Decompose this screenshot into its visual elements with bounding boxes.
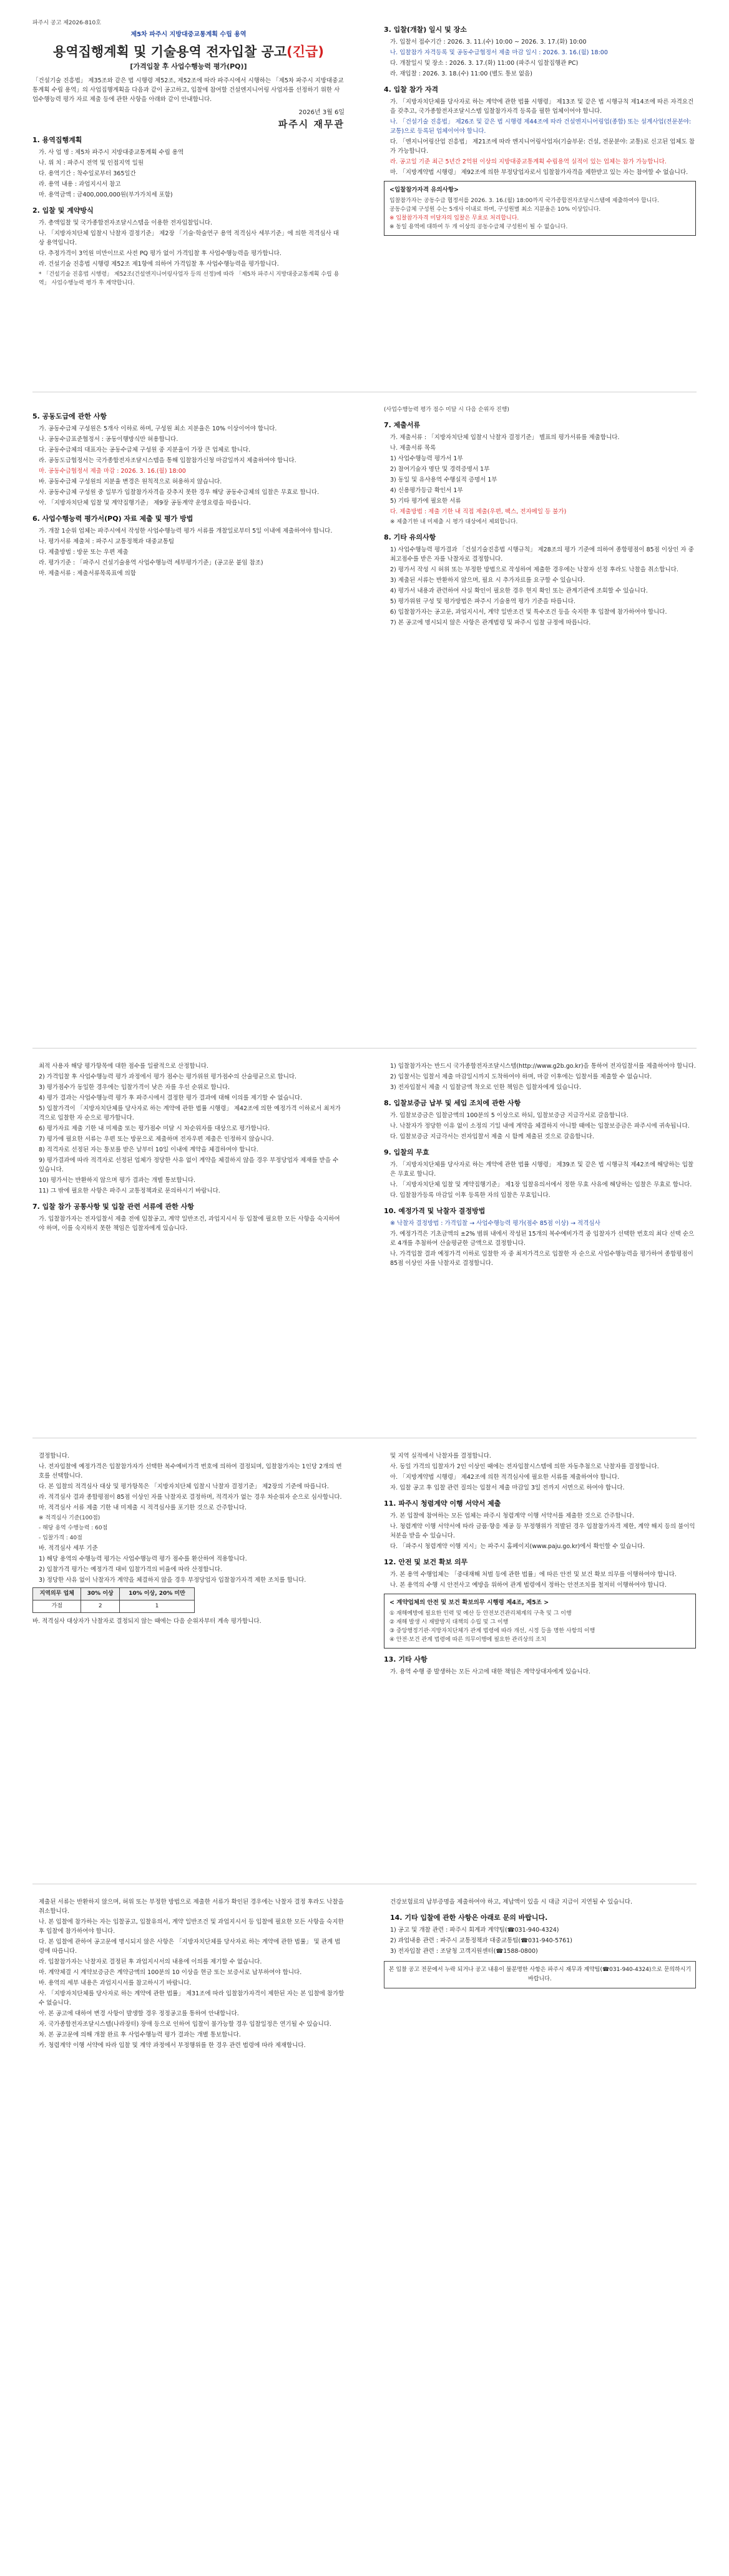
section-c	[0, 1054, 729, 1435]
sec1-list	[39, 148, 345, 200]
title-main: 용역집행계획 및 기술용역 전자입찰 공고	[53, 44, 287, 59]
list-item: 다. 개찰일시 및 장소 : 2026. 3. 17.(화) 11:00 (파주시 입찰집행관 PC)	[390, 60, 579, 67]
list-item: 아. 본 공고에 대하여 변경 사항이 발생할 경우 정정공고를 통하여 안내합니다.	[39, 2010, 239, 2017]
list-item: 1) 해당 용역의 수행능력 평가는 사업수행능력 평가 점수를 환산하여 적용합니다.	[39, 1556, 247, 1562]
list-item: 나. 본 입찰에 참가하는 자는 입찰공고, 입찰유의서, 계약 일반조건 및 과업지시서 등 입찰에 필요한 모든 사항을 숙지한 후 입찰에 참가하여야 합니다.	[39, 1919, 344, 1935]
box-line: ① 재해예방에 필요한 인력 및 예산 등 안전보건관리체계의 구축 및 그 이행	[389, 1610, 572, 1617]
box-line: ② 재해 발생 시 재발방지 대책의 수립 및 그 이행	[389, 1619, 509, 1625]
list-item: 다. 제출방법 : 방문 또는 우편 제출	[39, 549, 129, 556]
list-item: 3) 제출된 서류는 반환하지 않으며, 필요 시 추가자료를 요구할 수 있습니다.	[390, 577, 585, 584]
table-cell: 1	[119, 1600, 194, 1613]
list-item: 가. 예정가격은 기초금액의 ±2% 범위 내에서 작성된 15개의 복수예비가격 중 입찰자가 선택한 번호의 최다 선택 순으로 4개를 추첨하여 산술평균한 금액으로 결정합니다.	[390, 1231, 695, 1247]
list-item: 결정합니다.	[39, 1453, 69, 1460]
sec2-title: 2. 입찰 및 계약방식	[32, 206, 94, 215]
list-item: 가. 「지방자치단체를 당사자로 하는 계약에 관한 법률 시행령」 제39조 및 같은 법 시행규칙 제42조에 해당하는 입찰은 무효로 합니다.	[390, 1161, 694, 1178]
sec9-list	[390, 1160, 696, 1200]
right1-list2	[390, 545, 696, 627]
list-item: 사. 동일 가격의 입찰자가 2인 이상인 때에는 전자입찰시스템에 의한 자동추첨으로 낙찰자를 결정합니다.	[390, 1463, 659, 1470]
list-item: 다. 공동수급체의 대표자는 공동수급체 구성원 중 지분율이 가장 큰 업체로 합니다.	[39, 447, 251, 453]
right1-title2: 8. 기타 유의사항	[384, 533, 436, 541]
list-item: 다. 입찰보증금 지급각서는 전자입찰서 제출 시 함께 제출된 것으로 갈음합니다.	[390, 1133, 594, 1140]
list-item: 가. 본 입찰에 참여하는 모든 업체는 파주시 청렴계약 이행 서약서를 제출한 것으로 간주합니다.	[390, 1513, 635, 1519]
table-header-row	[33, 1588, 195, 1600]
list-item: 라. 재입찰 : 2026. 3. 18.(수) 11:00 (별도 통보 없음)	[390, 70, 532, 77]
right2-list	[390, 1062, 696, 1092]
list-item: 다. 본 입찰의 적격심사 대상 및 평가항목은 「지방자치단체 입찰시 낙찰자 결정기준」 제2장의 기준에 따릅니다.	[39, 1483, 329, 1490]
list-item: 가. 「지방자치단체를 당사자로 하는 계약에 관한 법률 시행령」 제13조 및 같은 법 시행규칙 제14조에 따른 자격요건을 갖추고, 국가종합전자조달시스템 입찰참가자격 등록을 필한 업체이어야 합니다.	[390, 99, 694, 115]
list-item: 14. 기타 입찰에 관한 사항은 아래로 문의 바랍니다.	[390, 1914, 548, 1922]
list-item: 6) 평가자료 제출 기한 내 미제출 또는 평가점수 미달 시 차순위자를 대상으로 평가합니다.	[39, 1125, 270, 1132]
list-item: 가. 본 용역 수행업체는 「중대재해 처벌 등에 관한 법률」에 따른 안전 및 보건 확보 의무를 이행하여야 합니다.	[390, 1571, 677, 1578]
list-item: 가. 총액입찰 및 국가종합전자조달시스템을 이용한 전자입찰입니다.	[39, 220, 213, 226]
list-item: 자. 입찰 공고 후 입찰 관련 질의는 입찰서 제출 마감일 3일 전까지 서면으로 하여야 합니다.	[390, 1484, 625, 1491]
list-item: 가. 개찰 1순위 업체는 파주시에서 작성한 사업수행능력 평가 서류를 개찰일로부터 5일 이내에 제출하여야 합니다.	[39, 528, 333, 535]
list-item: 라. 입찰참가자는 낙찰자로 결정된 후 과업지시서의 내용에 이의를 제기할 수 없습니다.	[39, 1959, 262, 1965]
list-item: 나. 공동수급표준협정서 : 공동이행방식만 허용합니다.	[39, 436, 179, 443]
list-item: 3) 전자입찰 관련 : 조달청 고객지원센터(☎1588-0800)	[390, 1948, 538, 1955]
list-item: 4) 평가 결과는 사업수행능력 평가 후 파주시에서 결정한 평가 결과에 대해 이의를 제기할 수 없습니다.	[39, 1095, 303, 1102]
list-item: 10) 평가서는 반환하지 않으며 평가 결과는 개별 통보합니다.	[39, 1177, 196, 1184]
list-item: 1) 사업수행능력 평가서 1부	[390, 455, 463, 462]
list-item: 다. 제출방법 : 제출 기한 내 직접 제출(우편, 팩스, 전자메일 등 불가)	[390, 508, 567, 515]
intro-paragraph: 「건설기술 진흥법」 제35조와 같은 법 시행령 제52조, 제52조에 따라 파주시에서 시행하는 「제5차 파주시 지방대중교통계획 수립 용역」의 사업집행계획을 다음과 같이 공고하고, 입찰에 참여할 건설엔지니어링 사업자를 선정하기 위한 사업수행능력 평가 자료 제출 등에 관한 사항을 아래와 같이 안내합니다.	[32, 77, 344, 103]
list-item: 2) 입찰서는 입찰서 제출 마감일시까지 도착하여야 하며, 마감 이후에는 입찰서를 제출할 수 없습니다.	[390, 1073, 652, 1080]
list-item: 3) 정당한 사유 없이 낙찰자가 계약을 체결하지 않을 경우 부정당업자 입찰참가자격 제한 조치를 합니다.	[39, 1577, 306, 1584]
section-c-left	[32, 1060, 345, 1428]
list-item: 라. 적격심사 결과 종합평점이 85점 이상인 자를 낙찰자로 결정하며, 적격자가 없는 경우 차순위자 순으로 심사합니다.	[39, 1494, 342, 1501]
list-item: 아. 「지방계약법 시행령」 제42조에 의한 적격심사에 필요한 서류를 제출하여야 합니다.	[390, 1474, 620, 1481]
section-d-left	[32, 1450, 345, 1874]
list-item: 다. 「파주시 청렴계약 이행 지시」는 파주시 홈페이지(www.paju.go.kr)에서 확인할 수 있습니다.	[390, 1543, 645, 1550]
list-item: 최적 사용자 해당 평가항목에 대한 점수를 일괄적으로 산정합니다.	[39, 1063, 208, 1070]
list-item: 나. 평가서류 제출처 : 파주시 교통정책과 대중교통팀	[39, 538, 175, 545]
right3-list	[390, 1451, 696, 1493]
list-item: 나. 본 용역의 수행 시 안전사고 예방을 위하여 관계 법령에서 정하는 안전조치를 철저히 이행하여야 합니다.	[390, 1582, 667, 1589]
left2-list	[39, 1062, 345, 1196]
list-item: 나. 「건설기술 진흥법」 제26조 및 같은 법 시행령 제44조에 따라 건설엔지니어링업(종합) 또는 설계사업(전문분야: 교통)으로 등록된 업체이어야 합니다.	[390, 119, 692, 135]
sec3-title: 3. 입찰(개찰) 일시 및 장소	[384, 26, 467, 34]
list-item: 다. 본 입찰에 관하여 공고문에 명시되지 않은 사항은 「지방자치단체를 당사자로 하는 계약에 관한 법률」 및 관계 법령에 따릅니다.	[39, 1939, 341, 1955]
issuer-name: 파주시 재무관	[278, 119, 345, 130]
table-cell: 2	[81, 1600, 120, 1613]
list-item: ※ 적격심사 기준(100점)	[39, 1515, 100, 1521]
sec4-title: 4. 입찰 참가 자격	[384, 85, 439, 94]
sec10-list	[390, 1219, 696, 1268]
list-item: 바. 적격심사 세부 기준	[39, 1545, 98, 1552]
list-item: 라. 건설기술 진흥법 시행령 제52조 제1항에 의하여 가격입찰 후 사업수행능력을 평가합니다.	[39, 261, 279, 268]
top-right-column	[384, 19, 696, 387]
bid-method-badge: [가격입찰 후 사업수행능력 평가(PQ)]	[130, 62, 247, 70]
right1-header: (사업수행능력 평가 점수 미달 시 다음 순위자 진행)	[384, 407, 509, 413]
left4-list	[39, 1897, 345, 2050]
list-item: 나. 전자입찰에 예정가격은 입찰참가자가 선택한 복수예비가격 번호에 의하여 결정되며, 입찰참가자는 1인당 2개의 번호를 선택합니다.	[39, 1463, 342, 1479]
sec8-title: 8. 입찰보증금 납부 및 세입 조치에 관한 사항	[384, 1099, 521, 1107]
sec9-title: 9. 입찰의 무효	[384, 1148, 429, 1156]
right4-list	[390, 1897, 696, 1956]
list-item: 나. 「지방자치단체 입찰 및 계약집행기준」 제1장 입찰유의서에서 정한 무효 사유에 해당하는 입찰은 무효로 합니다.	[390, 1181, 692, 1188]
list-item: 바. 공동수급체 구성원의 지분율 변경은 원칙적으로 허용하지 않습니다.	[39, 478, 222, 485]
list-item: 가. 입찰보증금은 입찰금액의 100분의 5 이상으로 하되, 입찰보증금 지급각서로 갈음합니다.	[390, 1112, 629, 1119]
section-b-right	[384, 405, 696, 1029]
section-b	[0, 399, 729, 1045]
section-b-left	[32, 405, 345, 1029]
table-header-cell: 30% 이상	[81, 1588, 120, 1600]
list-item: 5) 기타 평가에 필요한 서류	[390, 498, 461, 505]
list-item: 다. 「엔지니어링산업 진흥법」 제21조에 따라 엔지니어링사업자(기술부문: 건설, 전문분야: 교통)로 신고된 업체도 참가 가능합니다.	[390, 138, 695, 155]
right1-title: 7. 제출서류	[384, 421, 421, 429]
table-header-cell: 10% 이상, 20% 미만	[119, 1588, 194, 1600]
box-line: 입찰참가자는 공동수급 협정서를 2026. 3. 16.(월) 18:00까지 국가종합전자조달시스템에 제출하여야 합니다.	[389, 198, 659, 204]
sec10-title: 10. 예정가격 및 낙찰자 결정방법	[384, 1207, 486, 1215]
list-item: - 입찰가격 : 40점	[39, 1535, 82, 1541]
left2-sec7-list	[39, 1214, 345, 1233]
sec13-title: 13. 기타 사항	[384, 1655, 428, 1663]
list-item: 7) 평가에 필요한 서류는 우편 또는 방문으로 제출하며 전자우편 제출은 인정하지 않습니다.	[39, 1136, 274, 1143]
box-title: < 계약업체의 안전 및 보건 확보의무 시행령 제4조, 제5조 >	[389, 1599, 549, 1606]
table-header-cell: 지역의무 업체	[33, 1588, 81, 1600]
list-item: ※ 제출기한 내 미제출 시 평가 대상에서 제외합니다.	[390, 519, 518, 525]
list-item: 2) 가격입찰 후 사업수행능력 평가 과정에서 평가 점수는 평가위원 평가점수의 산술평균으로 합니다.	[39, 1073, 297, 1080]
list-item: 건강보험료의 납부증명을 제출하여야 하고, 제납액이 있을 시 대금 지급이 지연될 수 있습니다.	[390, 1899, 632, 1905]
list-item: 가. 입찰참가자는 전자입찰서 제출 전에 입찰공고, 계약 일반조건, 과업지시서 등 입찰에 필요한 모든 사항을 숙지하여야 하며, 이를 숙지하지 못한 책임은 입찰자에게 있습니다.	[39, 1216, 340, 1232]
list-item: 마. 공동수급협정서 제출 마감 : 2026. 3. 16.(월) 18:00	[39, 468, 186, 475]
list-item: 차. 본 공고문에 의해 개찰 완료 후 사업수행능력 평가 결과는 개별 통보합니다.	[39, 2031, 241, 2038]
sec3-list	[390, 37, 696, 79]
table-row	[33, 1600, 195, 1613]
list-item: 9) 평가결과에 따라 적격자로 선정된 업체가 정당한 사유 없이 계약을 체결하지 않을 경우 부정당업자 제재를 받을 수 있습니다.	[39, 1157, 339, 1173]
list-item: 다. 입찰참가등록 마감일 이후 등록한 자의 입찰은 무효입니다.	[390, 1192, 550, 1199]
list-item: 및 지역 실적에서 낙찰자를 결정합니다.	[390, 1453, 491, 1460]
list-item: 라. 공고일 기준 최근 5년간 2억원 이상의 지방대중교통계획 수립용역 실적이 있는 업체는 참가 가능합니다.	[390, 158, 667, 165]
sec5-list	[39, 424, 345, 508]
list-item: 3) 동일 및 유사용역 수행실적 증명서 1부	[390, 477, 497, 483]
list-item: 나. 입찰참가 자격등록 및 공동수급협정서 제출 마감 일시 : 2026. 3. 16.(월) 18:00	[390, 49, 608, 56]
left3-note: 바. 적격심사 대상자가 낙찰자로 결정되지 않는 때에는 다음 순위자부터 계속 평가합니다.	[32, 1618, 262, 1625]
sec12-title: 12. 안전 및 보건 확보 의무	[384, 1558, 468, 1566]
list-item: 라. 용역 내용 : 과업지시서 참고	[39, 181, 121, 188]
sec1-title: 1. 용역집행계획	[32, 136, 82, 144]
list-item: 8) 적격자로 선정된 자는 통보를 받은 날부터 10일 이내에 계약을 체결하여야 합니다.	[39, 1146, 258, 1153]
notice-top-section	[0, 0, 729, 390]
list-item: 5) 입찰가격이 「지방자치단체를 당사자로 하는 계약에 관한 법률 시행령」 제42조에 의한 예정가격 이하로서 최저가격으로 입찰한 자 순으로 평가합니다.	[39, 1105, 341, 1121]
list-item: 가. 입찰서 접수기간 : 2026. 3. 11.(수) 10:00 ~ 2026. 3. 17.(화) 10:00	[390, 39, 587, 46]
list-item: 마. 용역금액 : 금400,000,000원(부가가치세 포함)	[39, 191, 173, 198]
list-item: 가. 공동수급체 구성원은 5개사 이하로 하며, 구성원 최소 지분율은 10% 이상이어야 합니다.	[39, 425, 277, 432]
section-d	[0, 1444, 729, 1881]
list-item: 나. 낙찰자가 정당한 이유 없이 소정의 기일 내에 계약을 체결하지 아니할 때에는 입찰보증금은 파주시에 귀속됩니다.	[390, 1123, 690, 1130]
project-subtitle: 제5차 파주시 지방대중교통계획 수립 용역	[130, 31, 247, 38]
safety-duty-box	[384, 1594, 696, 1649]
list-item: 가. 제출서류 : 「지방자치단체 입찰시 낙찰자 결정기준」 별표의 평가서류를 제출합니다.	[390, 434, 620, 441]
list-item: 3) 평가점수가 동일한 경우에는 입찰가격이 낮은 자를 우선 순위로 합니다.	[39, 1084, 230, 1091]
list-item: 사. 공동수급체 구성원 중 일부가 입찰참가자격을 갖추지 못한 경우 해당 공동수급체의 입찰은 무효로 합니다.	[39, 489, 320, 496]
list-item: 가. 용역 수행 중 발생하는 모든 사고에 대한 책임은 계약상대자에게 있습니다.	[390, 1668, 590, 1675]
sec6-list	[39, 526, 345, 578]
list-item: 마. 계약체결 시 계약보증금은 계약금액의 100분의 10 이상을 현금 또는 보증서로 납부하여야 합니다.	[39, 1969, 302, 1976]
list-item: 제출된 서류는 반환하지 않으며, 허위 또는 부정한 방법으로 제출한 서류가 확인된 경우에는 낙찰자 결정 후라도 낙찰을 취소합니다.	[39, 1899, 344, 1915]
list-item: 다. 용역기간 : 착수일로부터 365일간	[39, 170, 136, 177]
box-line: ④ 안전·보건 관계 법령에 따른 의무이행에 필요한 관리상의 조치	[389, 1637, 547, 1643]
sec4-list	[390, 97, 696, 177]
box-line: ※ 입찰참가자격 미달자의 입찰은 무효로 처리합니다.	[389, 215, 519, 221]
list-item: 나. 「지방자치단체 입찰시 낙찰자 결정기준」 제2장 「기술·학술연구 용역 적격심사 세부기준」에 의한 적격심사 대상 용역입니다.	[39, 230, 339, 246]
list-item: 나. 위 치 : 파주시 전역 및 인접지역 일원	[39, 160, 144, 167]
section-c-right	[384, 1060, 696, 1428]
list-item: 2) 평가서 작성 시 허위 또는 부정한 방법으로 작성하여 제출한 경우에는 낙찰자 선정 후라도 낙찰을 취소합니다.	[390, 566, 678, 573]
list-item: - 해당 용역 수행능력 : 60점	[39, 1525, 108, 1531]
list-item: 6) 입찰참가자는 공고문, 과업지시서, 계약 일반조건 및 특수조건 등을 숙지한 후 입찰에 참가하여야 합니다.	[390, 609, 667, 616]
list-item: 바. 용역의 세부 내용은 과업지시서를 참고하시기 바랍니다.	[39, 1980, 192, 1987]
list-item: 11) 그 밖에 필요한 사항은 파주시 교통정책과로 문의하시기 바랍니다.	[39, 1188, 220, 1194]
list-item: 4) 평가서 내용과 관련하여 사실 확인이 필요한 경우 현지 확인 또는 관계기관에 조회할 수 있습니다.	[390, 588, 648, 594]
left3-list	[39, 1451, 345, 1585]
section-d-right	[384, 1450, 696, 1874]
box-line: 공동수급체 구성원 수는 5개사 이내로 하며, 구성원별 최소 지분율은 10% 이상입니다.	[389, 206, 601, 213]
box-line: ※ 동일 용역에 대하여 두 개 이상의 공동수급체 구성원이 될 수 없습니다.	[389, 224, 568, 230]
list-item: 3) 전자입찰서 제출 시 입찰금액 착오로 인한 책임은 입찰자에게 있습니다.	[390, 1084, 582, 1091]
list-item: 다. 추정가격이 3억원 미만이므로 사전 PQ 평가 없이 가격입찰 후 사업수행능력을 평가합니다.	[39, 250, 281, 257]
list-item: 나. 가격입찰 결과 예정가격 이하로 입찰한 자 중 최저가격으로 입찰한 자 순으로 사업수행능력을 평가하여 종합평점이 85점 이상인 자를 낙찰자로 결정합니다.	[390, 1251, 693, 1267]
sec11-title: 11. 파주시 청렴계약 이행 서약서 제출	[384, 1499, 501, 1508]
left2-sec7-title: 7. 입찰 참가 공통사항 및 입찰 관련 서류에 관한 사항	[32, 1203, 194, 1211]
sec13-list	[390, 1667, 696, 1677]
list-item: 4) 신용평가등급 확인서 1부	[390, 487, 463, 494]
sec11-list	[390, 1511, 696, 1551]
right1-list	[390, 433, 696, 526]
list-item: 2) 과업내용 관련 : 파주시 교통정책과 대중교통팀(☎031-940-5761)	[390, 1937, 572, 1944]
list-item: 나. 제출서류 목록	[390, 445, 436, 452]
list-item: 마. 적격심사 서류 제출 기한 내 미제출 시 적격심사를 포기한 것으로 간주합니다.	[39, 1504, 247, 1511]
list-item: 1) 입찰참가자는 반드시 국가종합전자조달시스템(http://www.g2b.go.kr)을 통하여 전자입찰서를 제출하여야 합니다.	[390, 1063, 696, 1070]
eligibility-notes-box	[384, 181, 696, 236]
sec6-title: 6. 사업수행능력 평가서(PQ) 자료 제출 및 평가 방법	[32, 515, 193, 523]
list-item: 1) 사업수행능력 평가결과 「건설기술진흥법 시행규칙」 제28조의 평가 기준에 의하여 종합평점이 85점 이상인 자 중 최고점수를 받은 자를 낙찰자로 결정합니다.	[390, 546, 694, 563]
list-item: 카. 청렴계약 이행 서약에 따라 입찰 및 계약 과정에서 부정행위를 한 경우 관련 법령에 따라 제재합니다.	[39, 2042, 306, 2049]
list-item: 나. 청렴계약 이행 서약서에 따라 금품·향응 제공 등 부정행위가 적발된 경우 입찰참가자격 제한, 계약 해지 등의 불이익 처분을 받을 수 있습니다.	[390, 1523, 695, 1539]
sec2-list	[39, 218, 345, 288]
list-item: 자. 국가종합전자조달시스템(나라장터) 장애 등으로 인하여 입찰이 불가능할 경우 입찰일정은 연기될 수 있습니다.	[39, 2021, 331, 2028]
list-item: 가. 사 업 명 : 제5차 파주시 지방대중교통계획 수립 용역	[39, 149, 184, 156]
title-urgent: (긴급)	[286, 44, 324, 59]
section-e-right	[384, 1896, 696, 2557]
sec8-list	[390, 1111, 696, 1141]
list-item: 사. 「지방자치단체를 당사자로 하는 계약에 관한 법률」 제31조에 따라 입찰참가자격이 제한된 자는 본 입찰에 참가할 수 없습니다.	[39, 1990, 345, 2007]
footer-contact-box: 본 입찰 공고 전문에서 누락 되거나 공고 내용이 불분명한 사항은 파주시 재무과 계약팀(☎031-940-4324)으로 문의하시기 바랍니다.	[384, 1961, 696, 1988]
box-line: ③ 중앙행정기관·지방자치단체가 관계 법령에 따라 개선, 시정 등을 명한 사항의 이행	[389, 1628, 595, 1634]
list-item: 2) 참여기술자 명단 및 경력증명서 1부	[390, 466, 490, 473]
list-item: 라. 공동도급협정서는 국가종합전자조달시스템을 통해 입찰참가신청 마감일까지 제출하여야 합니다.	[39, 457, 296, 464]
list-item: 아. 「지방자치단체 입찰 및 계약집행기준」 제9장 공동계약 운영요령을 따릅니다.	[39, 500, 251, 506]
list-item: 2) 입찰가격 평가는 예정가격 대비 입찰가격의 비율에 따라 산정합니다.	[39, 1566, 222, 1573]
notice-title	[32, 43, 345, 61]
notice-number: 파주시 공고 제2026-810호	[32, 20, 101, 26]
list-item: 1) 공고 및 개찰 관련 : 파주시 회계과 계약팀(☎031-940-4324)	[390, 1927, 559, 1934]
table-cell: 가점	[33, 1600, 81, 1613]
list-item: 라. 평가기준 : 「파주시 건설기술용역 사업수행능력 세부평가기준」(공고문 붙임 참조)	[39, 559, 263, 566]
list-item: 마. 제출서류 : 제출서류목록표에 의함	[39, 570, 136, 577]
section-e	[0, 1890, 729, 2564]
sec12-list	[390, 1570, 696, 1590]
list-item: 5) 평가위원 구성 및 평가방법은 파주시 기술용역 평가 기준을 따릅니다.	[390, 598, 575, 605]
list-item: 마. 「지방계약법 시행령」 제92조에 의한 부정당업자로서 입찰참가자격을 제한받고 있는 자는 참여할 수 없습니다.	[390, 169, 688, 176]
box-title: <입찰참가자격 유의사항>	[389, 186, 459, 193]
section-e-left	[32, 1896, 345, 2557]
list-item: ※ 낙찰자 결정방법 : 가격입찰 → 사업수행능력 평가(점수 85점 이상) → 적격심사	[390, 1220, 600, 1227]
top-left-column	[32, 19, 345, 387]
notice-date: 2026년 3월 6일	[298, 109, 345, 116]
list-item: 7) 본 공고에 명시되지 않은 사항은 관계법령 및 파주시 입찰 규정에 따릅니다.	[390, 619, 591, 626]
sec5-title: 5. 공동도급에 관한 사항	[32, 412, 107, 420]
regional-bonus-table	[32, 1587, 195, 1613]
list-item: * 「건설기술 진흥법 시행령」 제52조(건설엔지니어링사업자 등의 선정)에 따라 「제5차 파주시 지방대중교통계획 수립 용역」 사업수행능력 평가 후 계약합니다.	[39, 271, 340, 286]
